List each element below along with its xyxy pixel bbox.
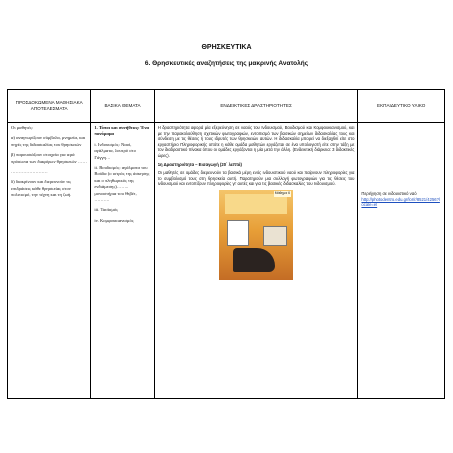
activities-intro: Η δραστηριότητα αφορά μία εξερεύνηση σε ναούς του Ινδουισμού, Βουδισμού και Κομφουκιανισμού, και με την παρακολούθηση σχετικών φωτογραφιών, εντοπισμό των βασικών σημείων διδασκαλίας τους και σύνδεση με τις θέσεις ή τους ιδρυτές των θρησκειών αυτών. Η διδασκαλία μπορεί να διεξαχθεί είτε στο εργαστήριο Πληροφορικής οπότε η κάθε ομάδα μαθητών εργάζεται σε ένα υπολογιστή είτε στην τάξη με τον διαδραστικό πίνακα όπου οι ομάδες εργάζονται η μία μετά την άλλη. (Ενδεικτική διάρκεια: 3 διδακτικές ώρες). — [157, 125, 355, 158]
illustration-shape — [233, 248, 275, 272]
header-basic-topics: ΒΑΣΙΚΑ ΘΕΜΑΤΑ — [91, 90, 154, 123]
outcome-d: δ) διακρίνουν και διερευνούν τις επιδράσεις κάθε θρησκείας στον πολιτισμό, την τέχνη και τη ζωή. — [11, 179, 72, 198]
activity-title: 1η Δραστηριότητα – Εισαγωγή (20΄ λεπτά) — [157, 161, 242, 167]
materials-text: Περιήγηση σε ινδουιστικό ναό — [361, 191, 417, 196]
temple-illustration — [219, 190, 293, 280]
header-materials: ΕΚΠΑΙΔΕΥΤΙΚΟ ΥΛΙΚΟ — [358, 90, 445, 123]
topic-item: ii. Βουδισμός: αγάλματα του Βούδα (ο ιστρός της άσκησης και ο πληθωρικός της ενδιάμεσης)…….. μοναστήρια του Θιβέτ, ………. — [94, 165, 150, 203]
outcome-a: α) αναγνωρίζουν σύμβολα, μνημεία, και πηγές της διδασκαλίας του θρησκειών — [11, 135, 86, 147]
materials-cell — [358, 123, 445, 399]
illustration-panel — [263, 226, 287, 246]
document-subtitle: 6. Θρησκευτικές αναζητήσεις της μακρινής Ανατολής — [144, 60, 309, 67]
activity-text: Οι μαθητές σε ομάδες διερευνούν τα βασικά μέρη ενός ινδουιστικού ναού και παίρνουν πληροφορίες για το συμβολισμό τους στη θρησκεία αυτή. Παρατηρούν μια συλλογή φωτογραφιών για τις θέσεις του ινδουισμού και εντοπίζουν πληροφορίες γι' αυτές και για τις βασικές διδασκαλίες του Ινδουισμού. — [157, 170, 355, 187]
header-learning-outcomes: ΠΡΟΣΔΟΚΩΜΕΝΑ ΜΑΘΗΣΙΑΚΑ ΑΠΟΤΕΛΕΣΜΑΤΑ — [8, 90, 91, 123]
document-title: ΘΡΗΣΚΕΥΤΙΚΑ — [201, 44, 252, 51]
illustration-label: Μάθημα 6 — [274, 190, 291, 195]
table-header-row — [8, 90, 445, 123]
topic-item: iv. Κομφουκιανισμός — [94, 217, 134, 223]
topic-item: i. Ινδουισμός: Ναοί, αγάλματα, λουτρό στο Γάγγη… — [94, 141, 136, 160]
outcome-ellipsis: …………………… — [11, 169, 48, 175]
activities-cell — [154, 123, 358, 399]
outcome-intro: Οι μαθητές: — [11, 125, 34, 130]
photodentro-link[interactable]: http://photodentro.edu.gr/lor/r/8521/4256?locale=el — [361, 196, 440, 208]
header-activities: ΕΝΔΕΙΚΤΙΚΕΣ ΔΡΑΣΤΗΡΙΟΤΗΤΕΣ — [154, 90, 358, 123]
illustration-sky — [225, 194, 287, 214]
lesson-plan-table — [7, 89, 445, 399]
topic-heading: 1. Τόποι και συνήθειες: Ένα πανόραμα — [94, 125, 149, 137]
outcome-b: β) παρουσιάζουν στοιχεία για ιερά πρόσωπα των διαφόρων θρησκειών …… — [11, 152, 87, 164]
table-body-row — [8, 123, 445, 399]
illustration-panel — [227, 220, 249, 246]
topic-item: iii. Ταοϊσμός — [94, 207, 118, 213]
learning-outcomes-cell — [8, 123, 91, 399]
basic-topics-cell — [91, 123, 154, 399]
